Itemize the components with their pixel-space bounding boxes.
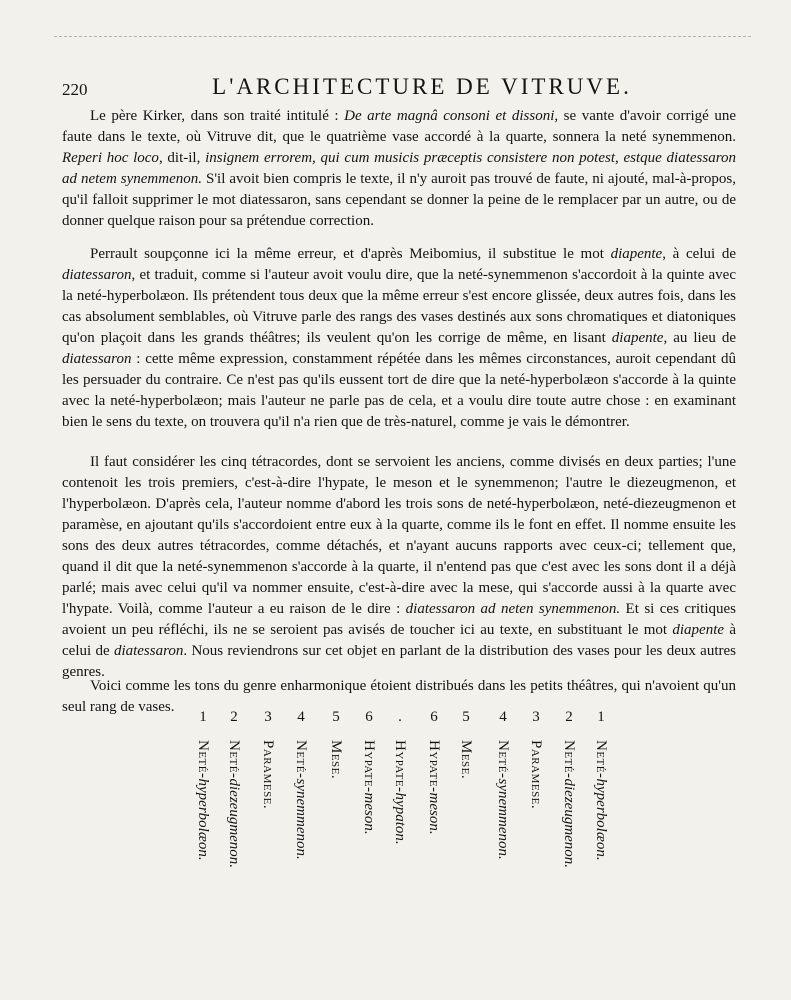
- tone-name-caps: Mese.: [328, 740, 344, 780]
- italic-text: De arte magnâ consoni et dissoni: [344, 108, 555, 124]
- text-segment: S'il avoit bien compris le texte, il n'y auroit pas trouvé de faute, ni ajouté, mal-à-propos, qu'il falloit supprimer le mot diatessaron, sans cependant se donner la peine de le remplacer par un autre, ou de donner quelque raison pour sa prétendue correction.: [62, 171, 736, 229]
- vase-number: 6: [430, 709, 438, 725]
- vase-number: 3: [532, 709, 540, 725]
- text-segment: Perrault soupçonne ici la même erreur, et d'après Meibomius, il substitue le mot: [90, 246, 611, 262]
- page-number: 220: [62, 80, 88, 99]
- vase-tone-label: [194, 740, 212, 861]
- tone-name-italic: synemmenon.: [495, 778, 511, 860]
- vase-number: 1: [597, 709, 605, 725]
- vase-tone-label: [457, 740, 475, 779]
- tone-name-caps: Neté-: [293, 740, 309, 779]
- tone-name-caps: Paramese.: [528, 740, 544, 810]
- italic-text: Reperi hoc loco: [62, 150, 159, 166]
- tone-name-italic: hyperbolæon.: [593, 778, 609, 861]
- tone-name-caps: Hypate-: [426, 740, 442, 793]
- text-segment: : cette même expression, constamment répétée dans les mêmes circonstances, auroit cependant dû les persuader du contraire. Ce n'est pas qu'ils eussent tort de dire que la neté-hyperbolæon s'accorde à la quinte avec la neté-hyperbolæon; mais l'auteur ne parle pas de cela, et a voulu dire toute autre chose : en examinant bien le sens du texte, on trouvera qu'il n'a rien que de très-naturel, comme je vais le démontrer.: [62, 351, 736, 430]
- tone-name-caps: Neté-: [195, 740, 211, 779]
- text-segment: , dit-il,: [158, 150, 206, 166]
- vase-number: 3: [264, 709, 272, 725]
- vase-tone-label: [225, 740, 243, 868]
- vase-number: 1: [199, 709, 207, 725]
- tone-name-caps: Hypate-: [361, 740, 377, 793]
- tone-name-caps: Neté-: [561, 740, 577, 779]
- text-segment: , et traduit, comme si l'auteur avoit voulu dire, que la neté-synemmenon s'accordoit à la quinte avec la neté-hyperbolæon. Ils prétendent tous deux que la même erreur s'est encore glissée, deux autres fois, dans les cas absolument semblables, où Vitruve parle des rangs des vases destinés aux sons chromatiques et diatoniques qu'on plaçoit dans les grands théâtres; ils veulent qu'on les corrige de même, en lisant: [62, 267, 736, 346]
- tone-name-caps: Neté-: [593, 740, 609, 779]
- text-segment: Et si ces critiques avoient un peu réfléchi, ils ne se seroient pas avisés de toucher ici au texte, en substituant le mot: [62, 601, 736, 638]
- text-segment: . Nous reviendrons sur cet objet en parlant de la distribution des vases pour les deux autres genres.: [62, 643, 736, 680]
- page-header: [62, 74, 742, 104]
- vase-tone-label: [592, 740, 610, 861]
- tone-name-caps: Neté-: [226, 740, 242, 779]
- text-segment: , à celui de: [662, 246, 736, 262]
- italic-text: diapente: [610, 246, 663, 262]
- italic-text: diatessaron: [62, 267, 132, 283]
- italic-text: diapente: [611, 330, 664, 346]
- vase-number: 2: [230, 709, 238, 725]
- tone-name-italic: diezeugmenon.: [561, 778, 577, 869]
- top-border-rule: [54, 36, 751, 37]
- text-segment: , se vante d'avoir corrigé une faute dans le texte, où Vitruve dit, que le quatrième vase accordé à la quarte, sonnera la neté synemmenon.: [62, 108, 737, 145]
- tone-name-italic: hypaton.: [392, 792, 408, 845]
- tone-name-caps: Hypate-: [392, 740, 408, 793]
- vase-tone-label: [391, 740, 409, 845]
- vase-number: 4: [499, 709, 507, 725]
- vase-number: 5: [332, 709, 340, 725]
- tone-name-italic: synemmenon.: [293, 778, 309, 860]
- tone-name-italic: hyperbolæon.: [195, 778, 211, 861]
- vase-number-row: [0, 709, 791, 729]
- vase-number: 5: [462, 709, 470, 725]
- text-segment: Le père Kirker, dans son traité intitulé :: [90, 108, 345, 124]
- vase-tone-label: [327, 740, 345, 779]
- running-title: L'ARCHITECTURE DE VITRUVE.: [212, 74, 632, 99]
- tone-name-italic: meson.: [361, 792, 377, 835]
- tone-name-caps: Paramese.: [260, 740, 276, 810]
- tone-name-italic: meson.: [426, 792, 442, 835]
- tone-name-caps: Mese.: [458, 740, 474, 780]
- italic-text: insignem errorem, qui cum musicis præceptis consistere non potest, estque diatessaron ad netem synemmenon.: [62, 150, 736, 187]
- text-segment: à celui de: [62, 622, 736, 659]
- italic-text: diatessaron: [62, 351, 132, 367]
- vase-tone-label: [259, 740, 277, 809]
- vase-number: 6: [365, 709, 373, 725]
- paragraph-kirker: [62, 106, 736, 232]
- vase-number: 2: [565, 709, 573, 725]
- paragraph-tetracordes: [62, 452, 736, 683]
- vase-tone-label: [560, 740, 578, 868]
- italic-text: diapente: [672, 622, 725, 638]
- vase-tone-label: [360, 740, 378, 835]
- paragraph-perrault: [62, 244, 736, 433]
- text-segment: Il faut considérer les cinq tétracordes, dont se servoient les anciens, comme divisés en deux parties; l'une contenoit les trois premiers, c'est-à-dire l'hypate, le meson et le synemmenon; l'autre le diezeugmenon, et l'hyperbolæon. D'après cela, l'auteur nomme d'abord les trois sons de neté-hyperbolæon, neté-diezeugmenon et paramèse, en ajoutant qu'ils s'accordoient entre eux à la quarte, comme ils le font en effet. Il nomme ensuite les sons des deux autres tétracordes, comme détachés, et n'ayant aucuns rapports avec ceux-ci; tellement que, quand il dit que la neté-synemmenon s'accorde à la quarte, il n'entend pas que c'est avec les sons dont il a déjà parlé; mais avec celui qu'il va nommer ensuite, c'est-à-dire avec la mese, qui s'accorde aussi à la quarte avec l'hypate. Voilà, comme l'auteur a eu raison de le dire :: [62, 454, 736, 617]
- italic-text: diatessaron ad neten synemmenon.: [405, 601, 621, 617]
- vase-tone-label: [292, 740, 310, 860]
- tone-name-caps: Neté-: [495, 740, 511, 779]
- vase-tone-label: [527, 740, 545, 809]
- vase-number: .: [398, 709, 402, 725]
- italic-text: diatessaron: [113, 643, 184, 659]
- text-segment: Voici comme les tons du genre enharmonique étoient distribués dans les petits théâtres, qui n'avoient qu'un seul rang de vases.: [62, 678, 736, 715]
- vase-tone-label: [425, 740, 443, 835]
- vase-number: 4: [297, 709, 305, 725]
- text-segment: , au lieu de: [663, 330, 736, 346]
- vase-tone-label: [494, 740, 512, 860]
- tone-name-italic: diezeugmenon.: [226, 778, 242, 869]
